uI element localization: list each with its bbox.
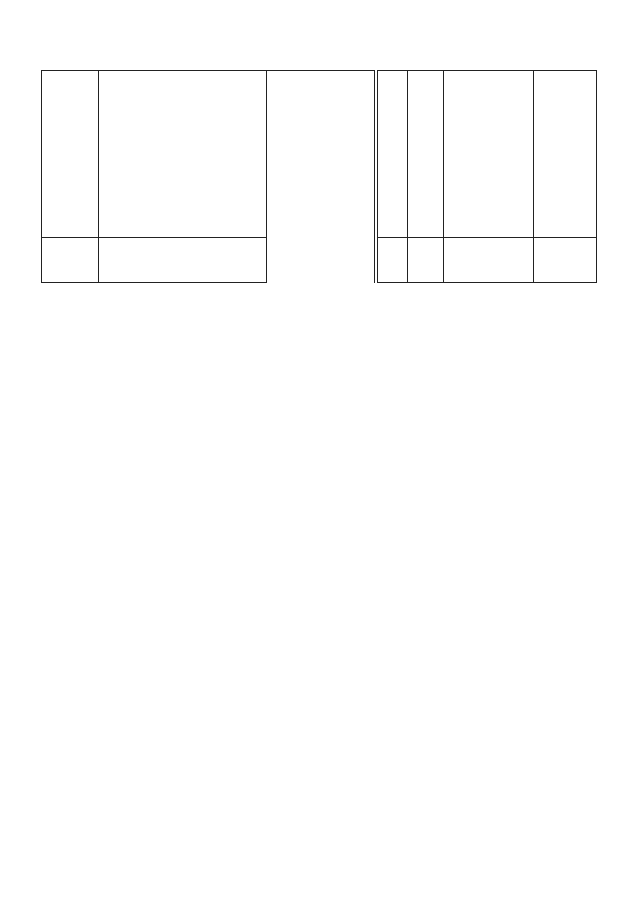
answer-cell: [408, 71, 444, 238]
row-number: [42, 71, 99, 238]
table-row: [42, 238, 597, 283]
reference-cell: [267, 238, 375, 283]
requirement-text: [99, 71, 267, 238]
checklist-table: [41, 70, 597, 283]
reference-cell: [267, 71, 375, 238]
requirement-text: [99, 238, 267, 283]
answer-cell: [378, 71, 408, 238]
table-row: [42, 71, 597, 238]
answer-cell: [534, 71, 597, 238]
row-number: [42, 238, 99, 283]
answer-cell: [444, 71, 534, 238]
